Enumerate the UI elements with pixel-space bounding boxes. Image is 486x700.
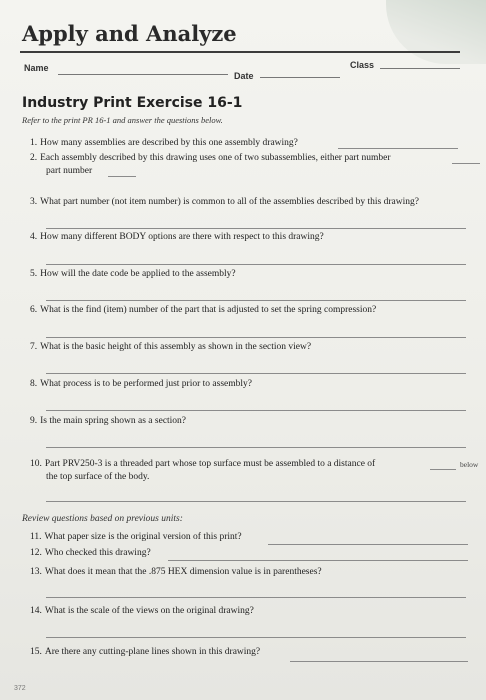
answer-line-4[interactable] — [46, 264, 466, 265]
question-10 — [30, 459, 375, 469]
question-13 — [30, 567, 322, 577]
question-text: How many assemblies are described by this one assembly drawing? — [40, 138, 298, 148]
answer-line-15[interactable] — [290, 661, 468, 662]
question-2-continued: part number — [46, 166, 93, 176]
question-number: 6. — [30, 305, 38, 315]
class-line[interactable] — [380, 68, 460, 69]
question-9 — [30, 416, 186, 426]
question-number: 2. — [30, 153, 38, 163]
title-rule — [20, 51, 460, 53]
question-number: 7. — [30, 342, 38, 352]
question-text: What process is to be performed just prior to assembly? — [40, 379, 252, 389]
question-text: Is the main spring shown as a section? — [40, 416, 187, 426]
answer-line-3[interactable] — [46, 228, 466, 229]
question-12 — [30, 548, 151, 558]
instructions: Refer to the print PR 16-1 and answer the questions below. — [22, 115, 223, 125]
question-1 — [30, 138, 298, 148]
answer-line-14[interactable] — [46, 637, 466, 638]
question-text: Part PRV250-3 is a threaded part whose top surface must be assembled to a distance of — [44, 459, 376, 469]
question-11 — [30, 532, 242, 542]
answer-line-2b[interactable] — [108, 176, 136, 177]
exercise-title: Industry Print Exercise 16-1 — [22, 95, 243, 111]
date-label: Date — [234, 71, 254, 81]
question-number: 12. — [30, 548, 42, 558]
question-10-trailing: below — [460, 460, 479, 469]
question-4 — [30, 232, 324, 242]
question-number: 10. — [30, 459, 42, 469]
question-number: 1. — [30, 138, 38, 148]
answer-line-12[interactable] — [168, 560, 468, 561]
question-text: Are there any cutting-plane lines shown in this drawing? — [44, 647, 261, 657]
answer-line-8[interactable] — [46, 410, 466, 411]
question-text: How will the date code be applied to the assembly? — [40, 269, 236, 279]
question-8 — [30, 379, 252, 389]
page-corner-decoration — [386, 0, 486, 64]
question-text: What is the find (item) number of the part that is adjusted to set the spring compression? — [40, 305, 377, 315]
question-number: 4. — [30, 232, 38, 242]
question-number: 9. — [30, 416, 38, 426]
question-text: Who checked this drawing? — [44, 548, 151, 558]
question-number: 13. — [30, 567, 42, 577]
answer-line-10b[interactable] — [46, 501, 466, 502]
name-line[interactable] — [58, 74, 228, 75]
question-number: 8. — [30, 379, 38, 389]
question-number: 5. — [30, 269, 38, 279]
class-label: Class — [350, 60, 375, 70]
answer-line-2a[interactable] — [452, 163, 480, 164]
question-text: What does it mean that the .875 HEX dimension value is in parentheses? — [44, 567, 322, 577]
page-title: Apply and Analyze — [22, 21, 237, 46]
question-text: What paper size is the original version of this print? — [44, 532, 242, 542]
name-label: Name — [24, 63, 49, 73]
question-7 — [30, 342, 311, 352]
question-number: 3. — [30, 197, 38, 207]
question-number: 15. — [30, 647, 42, 657]
question-text: What part number (not item number) is common to all of the assemblies described by this drawing? — [40, 197, 419, 207]
question-number: 11. — [30, 532, 42, 542]
review-title: Review questions based on previous units: — [22, 514, 183, 524]
question-2 — [30, 153, 390, 163]
answer-line-13[interactable] — [46, 597, 466, 598]
question-number: 14. — [30, 606, 42, 616]
question-15 — [30, 647, 260, 657]
question-text: How many different BODY options are there with respect to this drawing? — [40, 232, 324, 242]
question-text: Each assembly described by this drawing uses one of two subassemblies, either part number — [40, 153, 391, 163]
question-5 — [30, 269, 236, 279]
answer-line-10[interactable] — [430, 469, 456, 470]
page-number: 372 — [14, 685, 26, 692]
question-3 — [30, 197, 419, 207]
question-text: What is the basic height of this assembly as shown in the section view? — [40, 342, 312, 352]
question-6 — [30, 305, 376, 315]
answer-line-5[interactable] — [46, 300, 466, 301]
date-line[interactable] — [260, 77, 340, 78]
answer-line-11[interactable] — [268, 544, 468, 545]
answer-line-1[interactable] — [338, 148, 458, 149]
question-14 — [30, 606, 254, 616]
question-10-continued: the top surface of the body. — [46, 472, 150, 482]
answer-line-9[interactable] — [46, 447, 466, 448]
answer-line-7[interactable] — [46, 373, 466, 374]
question-text: What is the scale of the views on the original drawing? — [44, 606, 254, 616]
answer-line-6[interactable] — [46, 337, 466, 338]
